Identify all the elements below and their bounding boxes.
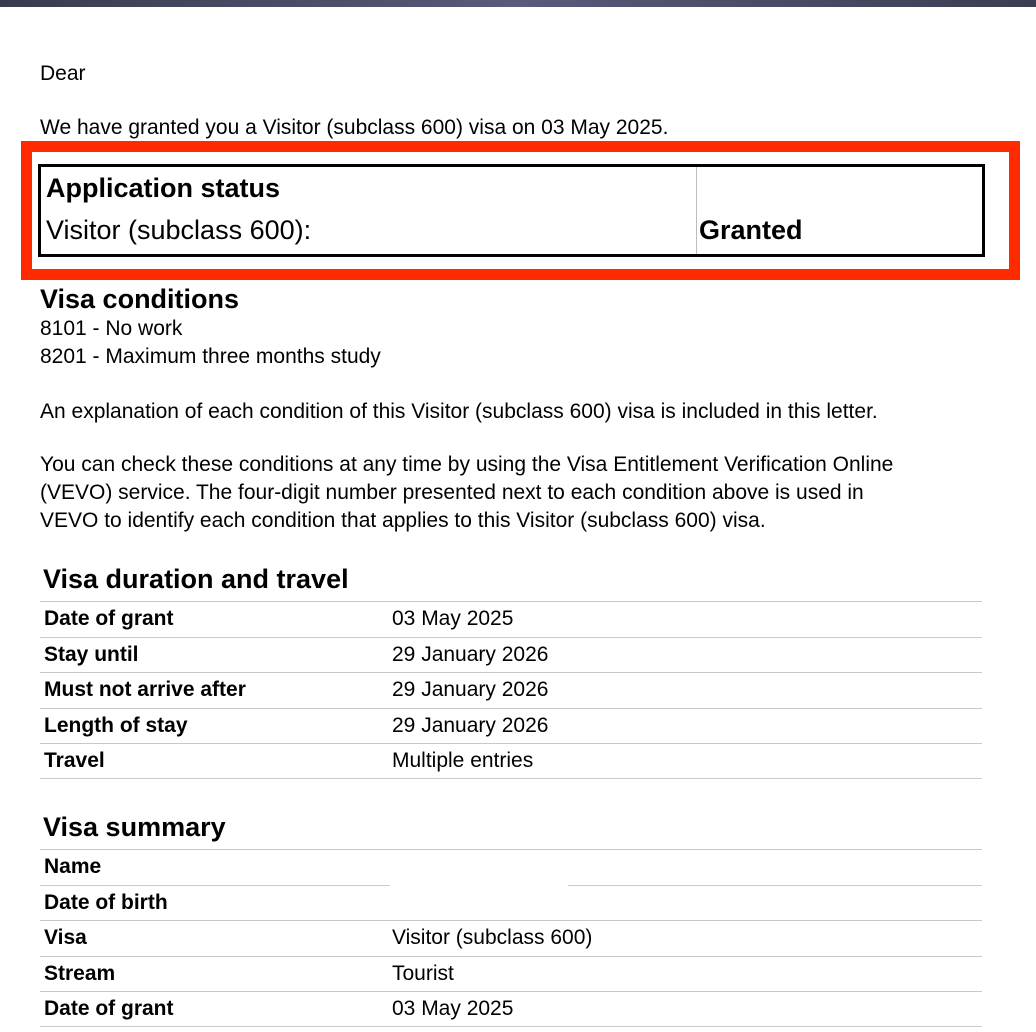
row-label: Stay until [44, 642, 139, 666]
vevo-line: VEVO to identify each condition that applies to this Visitor (subclass 600) visa. [40, 509, 766, 532]
row-label: Stream [44, 961, 116, 985]
visa-duration-heading: Visa duration and travel [43, 564, 349, 594]
row-label: Length of stay [44, 713, 188, 737]
table-row [40, 601, 982, 637]
salutation: Dear [40, 62, 86, 85]
table-row [40, 991, 982, 1027]
table-row [40, 637, 982, 673]
window-top-bar [0, 0, 1036, 7]
row-value: 29 January 2026 [392, 678, 549, 701]
row-label: Date of grant [44, 997, 174, 1020]
row-label: Travel [44, 749, 105, 772]
redaction-mask [390, 879, 568, 887]
application-status-value: Granted [699, 215, 803, 245]
status-column-divider [696, 167, 697, 254]
table-row [40, 708, 982, 744]
application-status-label: Visitor (subclass 600): [46, 215, 312, 245]
vevo-line: (VEVO) service. The four-digit number presented next to each condition above is used in [40, 481, 864, 504]
visa-summary-heading: Visa summary [43, 812, 226, 842]
table-row [40, 743, 982, 779]
row-label: Name [44, 855, 102, 878]
visa-summary-table [40, 849, 982, 1027]
row-value: 03 May 2025 [392, 997, 514, 1020]
table-row [40, 885, 982, 921]
row-value: 29 January 2026 [392, 713, 549, 737]
vevo-line: You can check these conditions at any time by using the Visa Entitlement Verification Online [40, 453, 894, 476]
row-label: Date of grant [44, 607, 174, 630]
row-value: Visitor (subclass 600) [392, 926, 593, 949]
table-row [40, 672, 982, 708]
grant-intro-text: We have granted you a Visitor (subclass 600) visa on 03 May 2025. [40, 116, 669, 139]
table-row [40, 920, 982, 956]
application-status-heading: Application status [46, 173, 281, 203]
row-value: Multiple entries [392, 749, 534, 772]
row-label: Date of birth [44, 890, 168, 914]
row-value: 03 May 2025 [392, 607, 514, 630]
row-label: Visa [44, 926, 87, 949]
row-value: Tourist [392, 961, 454, 985]
conditions-explanation: An explanation of each condition of this Visitor (subclass 600) visa is included in this letter. [40, 400, 878, 423]
row-label: Must not arrive after [44, 678, 246, 701]
table-row [40, 956, 982, 992]
condition-item: 8201 - Maximum three months study [40, 345, 381, 368]
row-value: 29 January 2026 [392, 642, 549, 666]
condition-item: 8101 - No work [40, 317, 183, 340]
vevo-paragraph [40, 451, 893, 535]
visa-conditions-heading: Visa conditions [40, 284, 240, 314]
visa-duration-table [40, 601, 982, 779]
